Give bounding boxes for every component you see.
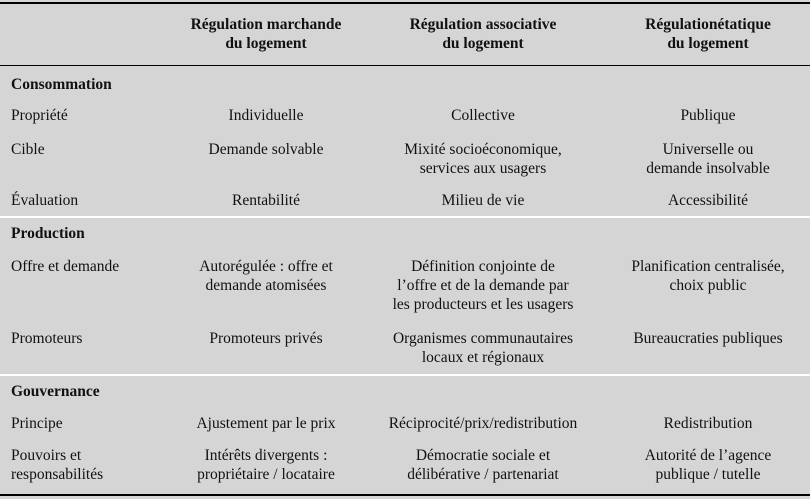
cell-marchande: Intérêts divergents : propriétaire / locataire — [197, 447, 335, 483]
section-divider — [0, 216, 810, 218]
cell-associative: Organismes communautaires locaux et régionaux — [392, 330, 574, 366]
cell-associative: Définition conjointe de l’offre et de la demande par les producteurs et les usagers — [392, 258, 574, 313]
row-label: Promoteurs — [11, 330, 83, 347]
cell-associative: Collective — [451, 107, 515, 124]
row-label: Offre et demande — [11, 258, 120, 275]
cell-marchande: Ajustement par le prix — [196, 415, 336, 432]
row-label: Principe — [11, 415, 63, 432]
cell-marchande: Demande solvable — [208, 141, 324, 158]
cell-marchande: Promoteurs privés — [209, 330, 323, 347]
cell-associative: Réciprocité/prix/redistribution — [388, 415, 578, 432]
cell-etatique: Redistribution — [663, 415, 753, 432]
cell-marchande: Individuelle — [228, 107, 304, 124]
header-etatique: Régulationétatique du logement — [645, 16, 771, 52]
section-title-gouvernance: Gouvernance — [11, 383, 100, 400]
row-label: Pouvoirs et responsabilités — [11, 447, 104, 483]
cell-associative: Milieu de vie — [441, 192, 525, 209]
cell-etatique: Universelle ou demande insolvable — [646, 141, 770, 177]
row-label: Évaluation — [11, 192, 79, 209]
header-marchande: Régulation marchande du logement — [190, 16, 342, 52]
cell-etatique: Publique — [680, 107, 736, 124]
cell-marchande: Autorégulée : offre et demande atomisées — [199, 258, 333, 294]
cell-etatique: Planification centralisée, choix public — [631, 258, 785, 294]
header-rule — [0, 65, 810, 66]
section-title-consommation: Consommation — [11, 76, 112, 93]
cell-associative: Mixité socioéconomique, services aux usagers — [404, 141, 562, 177]
cell-associative: Démocratie sociale et délibérative / partenariat — [407, 447, 559, 483]
cell-etatique: Bureaucraties publiques — [633, 330, 783, 347]
cell-etatique: Accessibilité — [667, 192, 749, 209]
table-top-rule — [0, 2, 810, 4]
section-title-production: Production — [11, 225, 85, 242]
row-label: Cible — [11, 141, 45, 158]
row-label: Propriété — [11, 107, 68, 124]
section-divider — [0, 374, 810, 376]
cell-etatique: Autorité de l’agence publique / tutelle — [644, 447, 772, 483]
table-bottom-rule — [0, 494, 810, 496]
cell-marchande: Rentabilité — [231, 192, 300, 209]
header-associative: Régulation associative du logement — [409, 16, 557, 52]
